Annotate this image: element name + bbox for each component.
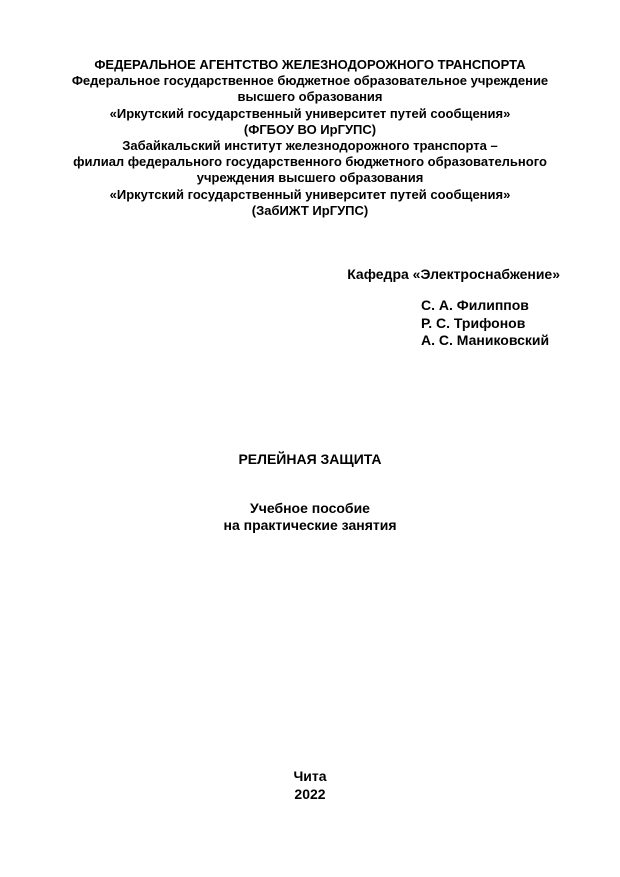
header-line-agency: ФЕДЕРАЛЬНОЕ АГЕНТСТВО ЖЕЛЕЗНОДОРОЖНОГО ТРАНСПОРТА (94, 57, 526, 72)
header-line-education-level: высшего образования (237, 89, 383, 105)
header-line-institution-type: Федеральное государственное бюджетное образовательное учреждение (71, 73, 549, 89)
header-line-branch-type: филиал федерального государственного бюджетного образовательного (73, 154, 547, 170)
header-line-branch-university-name: «Иркутский государственный университет путей сообщения» (109, 186, 511, 202)
institution-header (40, 57, 580, 219)
subtitle-line-purpose: на практические занятия (223, 517, 397, 533)
header-line-branch-education-level: учреждения высшего образования (196, 170, 424, 186)
publication-city: Чита (293, 768, 327, 784)
header-line-university-name: «Иркутский государственный университет путей сообщения» (109, 105, 511, 121)
header-line-institute-name: Забайкальский институт железнодорожного транспорта – (122, 138, 498, 154)
subtitle-line-type: Учебное пособие (250, 500, 370, 516)
publication-info (0, 768, 620, 803)
author-name: Р. С. Трифонов (421, 314, 526, 331)
author-name: С. А. Филиппов (421, 297, 529, 313)
document-title: РЕЛЕЙНАЯ ЗАЩИТА (238, 451, 382, 467)
header-line-branch-abbr: (ЗабИЖТ ИрГУПС) (251, 202, 369, 218)
header-line-university-abbr: (ФГБОУ ВО ИрГУПС) (243, 121, 377, 137)
author-list (421, 297, 591, 350)
department-name: Кафедра «Электроснабжение» (347, 266, 560, 282)
author-name: А. С. Маниковский (421, 332, 550, 348)
publication-year: 2022 (294, 785, 326, 802)
document-subtitle (0, 500, 620, 534)
